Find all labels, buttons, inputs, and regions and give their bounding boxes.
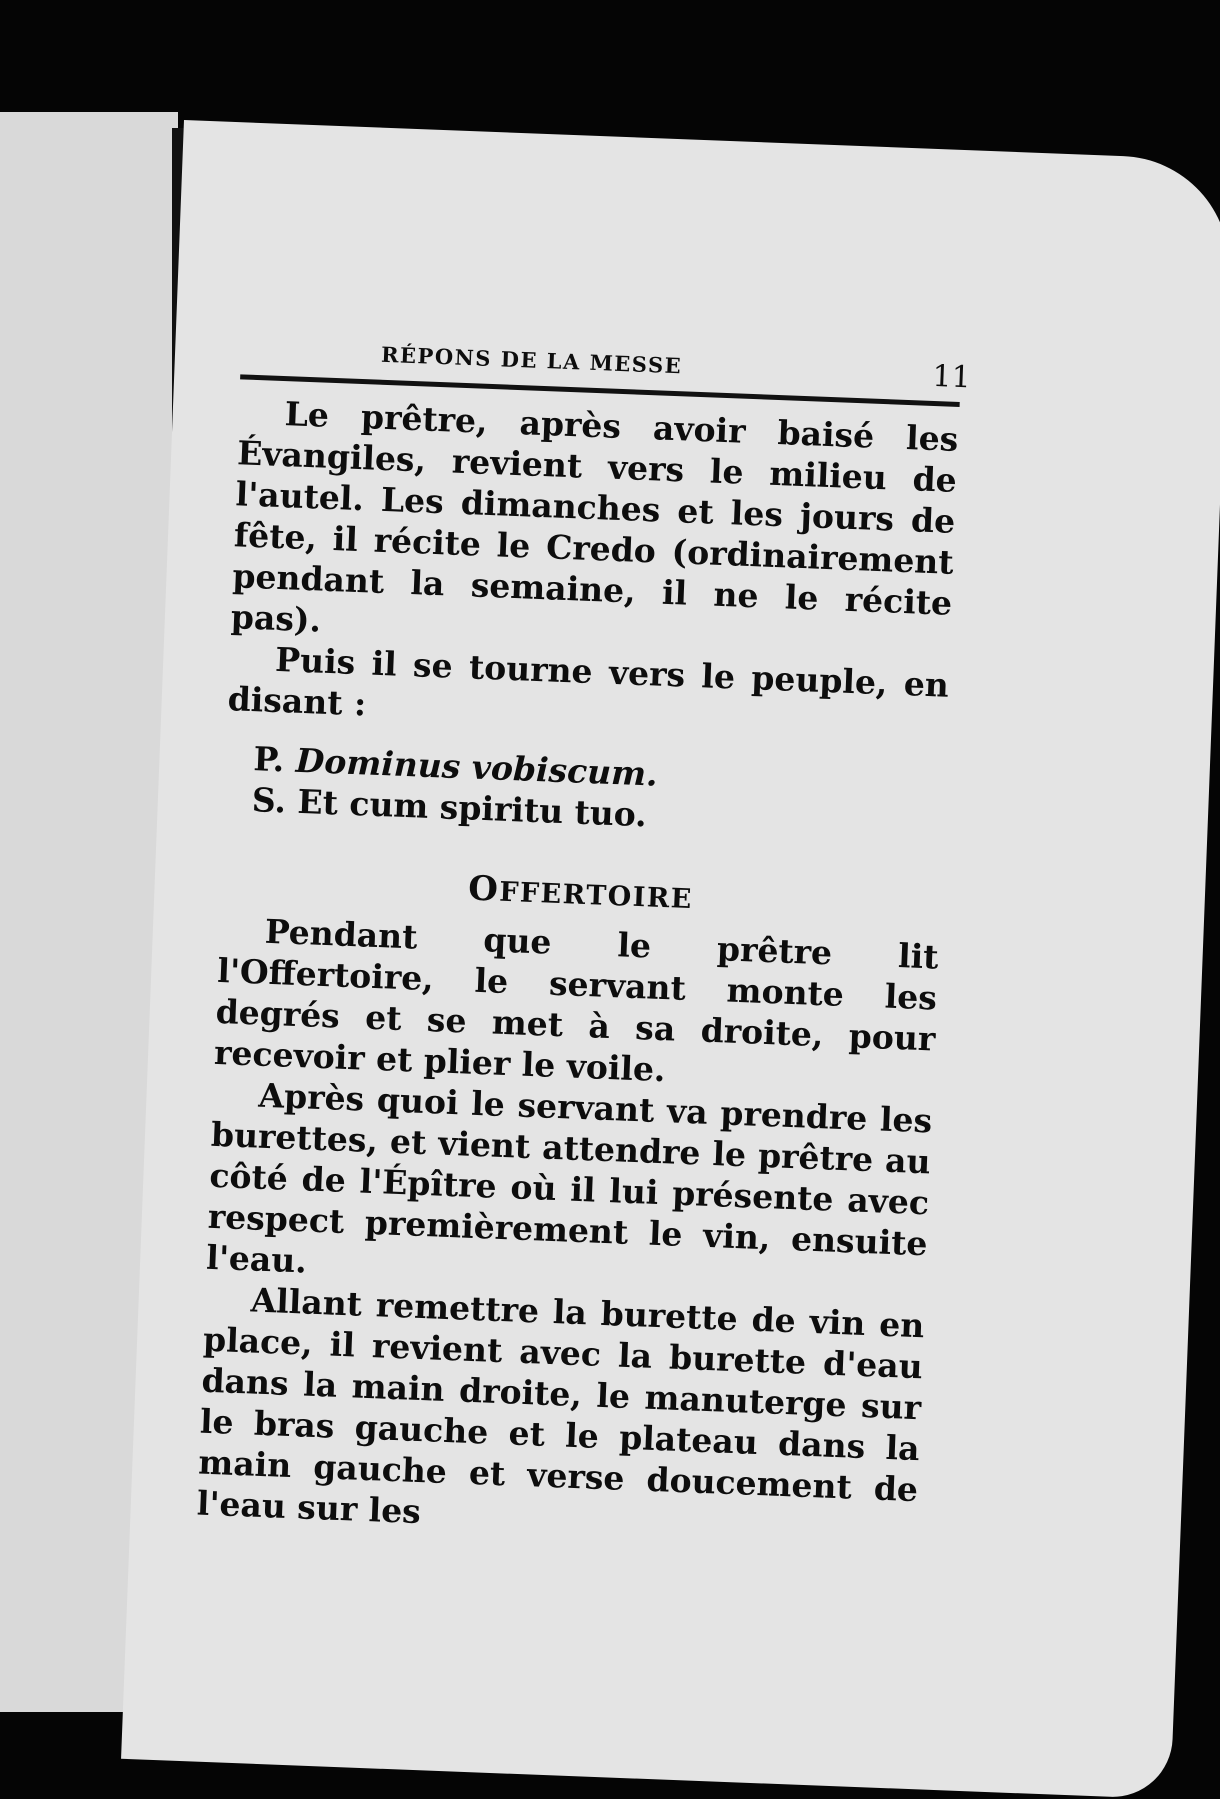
- page-number: 11: [931, 358, 972, 396]
- paragraph-peuple: Puis il se tourne vers le peuple, en disant :: [227, 639, 950, 724]
- versicle-prefix: P.: [252, 739, 286, 780]
- section-heading-rest: FFERTOIRE: [498, 876, 694, 916]
- paragraph-evangiles: Le prêtre, après avoir baisé les Évangiles, revient vers le milieu de l'autel. Les dimanches et les jours de fête, il récite le Credo (ordinairement pendant la semaine, il ne le récite pas).: [230, 394, 960, 640]
- page-content: [196, 330, 972, 1551]
- paragraph-burettes: Après quoi le servant va prendre les burettes, et vient attendre le prêtre au côté de l'Épître où il lui présente avec respect premièrement le vin, ensuite l'eau.: [205, 1075, 933, 1281]
- paragraph-offertoire: Pendant que le prêtre lit l'Offertoire, le servant monte les degrés et se met à sa droite, pour recevoir et plier le voile.: [213, 911, 940, 1090]
- running-head-title: RÉPONS DE LA MESSE: [380, 341, 683, 379]
- versicle-text: Et cum spiritu tuo.: [296, 781, 648, 835]
- versicle-prefix: S.: [251, 780, 287, 821]
- versicle-text: Dominus vobiscum.: [295, 740, 659, 794]
- section-heading-initial: O: [467, 868, 501, 910]
- paragraph-remettre: Allant remettre la burette de vin en place, il revient avec la burette d'eau dans la main droite, le manuterge sur le bras gauche et le plateau dans la main gauche et verse doucement de l'eau sur les: [196, 1280, 926, 1532]
- book-page: [121, 120, 1220, 1799]
